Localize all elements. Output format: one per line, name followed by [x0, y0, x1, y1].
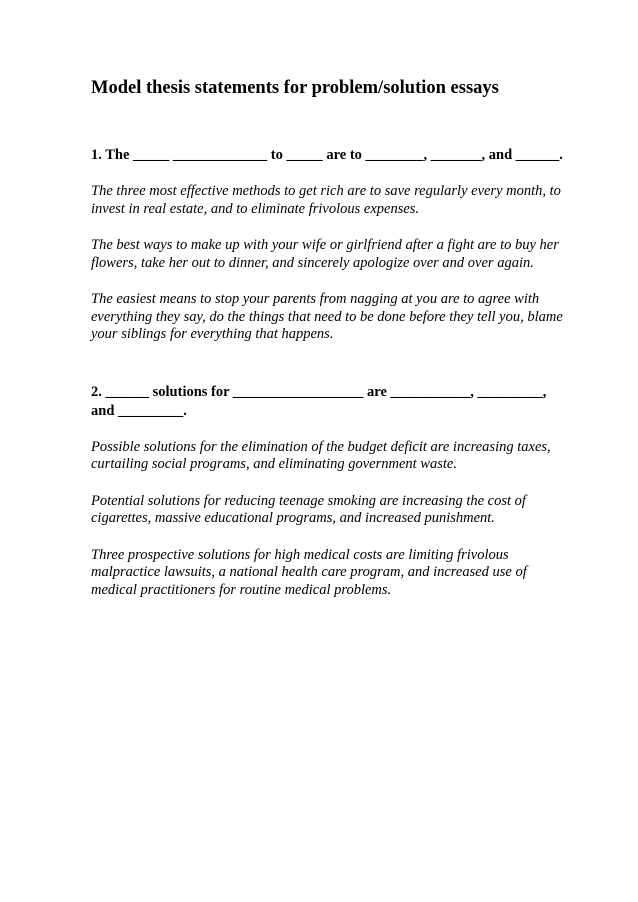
thesis-template-2: 2. ______ solutions for __________________ are ___________, _________, and _________. — [91, 383, 547, 419]
example-statement: The three most effective methods to get rich are to save regularly every month, to invest in real estate, and to eliminate frivolous expenses. — [91, 183, 561, 217]
example-statement: The best ways to make up with your wife or girlfriend after a fight are to buy her flowers, take her out to dinner, and sincerely apologize over and over again. — [91, 237, 559, 271]
example-statement: The easiest means to stop your parents from nagging at you are to agree with everything they say, do the things that need to be done before they tell you, blame your siblings for everything that happens. — [91, 291, 563, 342]
example-statement: Potential solutions for reducing teenage smoking are increasing the cost of cigarettes, massive educational programs, and increased punishment. — [91, 492, 526, 526]
document-title: Model thesis statements for problem/solution essays — [91, 78, 499, 98]
example-statement: Possible solutions for the elimination of the budget deficit are increasing taxes, curtailing social programs, and eliminating government waste. — [91, 438, 551, 472]
section-1 — [91, 146, 568, 344]
thesis-template-1: 1. The _____ _____________ to _____ are to ________, _______, and ______. — [91, 147, 563, 163]
example-statement: Three prospective solutions for high medical costs are limiting frivolous malpractice lawsuits, a national health care program, and increased use of medical practitioners for routine medical problems. — [91, 546, 527, 598]
section-2 — [91, 383, 568, 600]
